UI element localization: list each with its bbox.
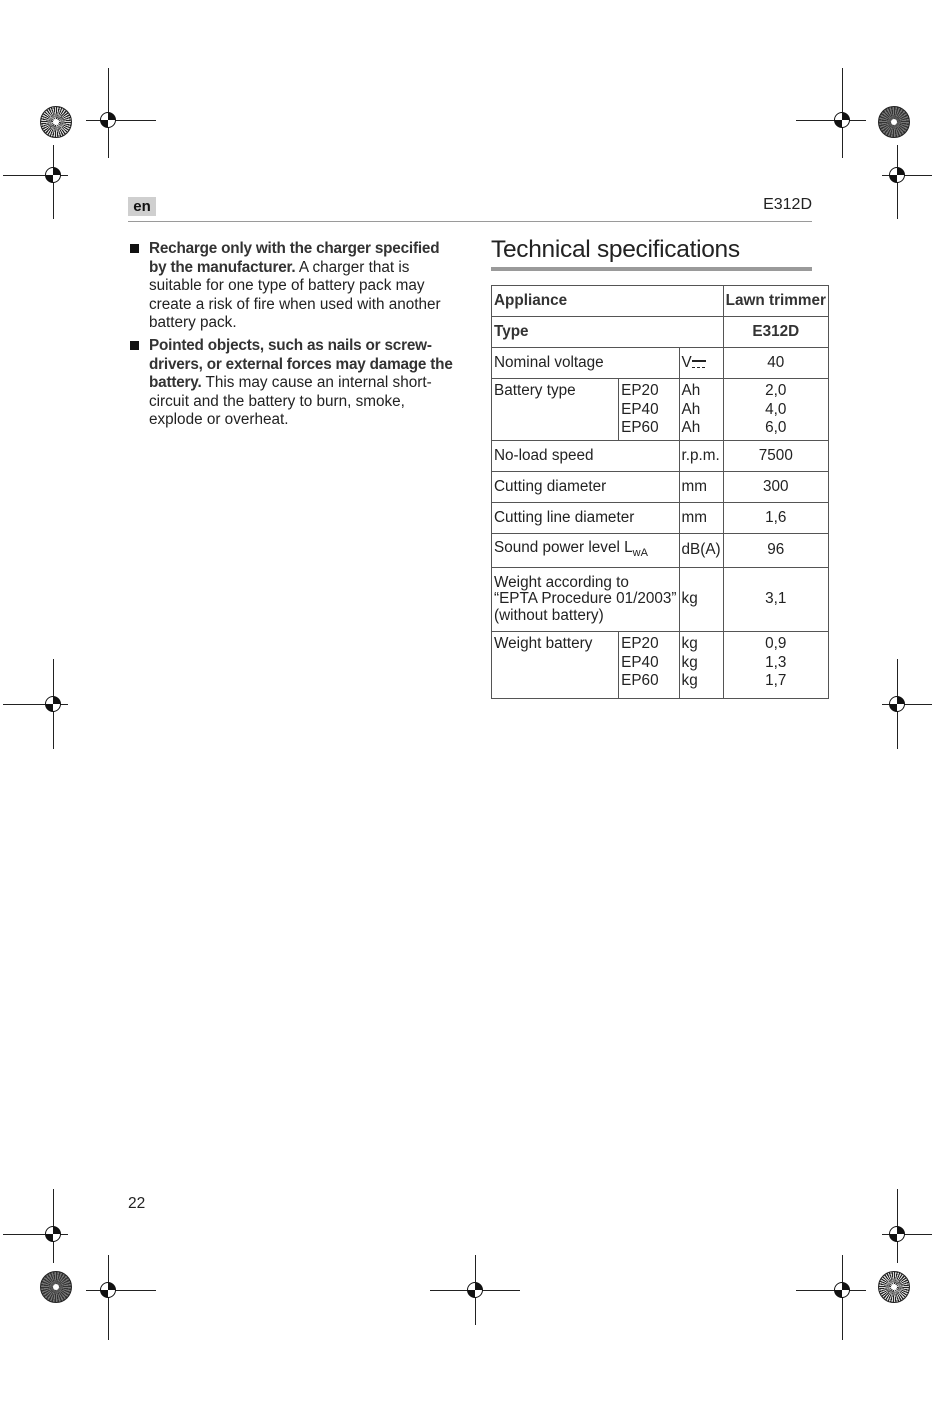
bullet-bold-text: Pointed objects, such as nails or screw-drivers, or external forces may damage the battery. [149,336,453,392]
table-row [492,317,829,348]
weight-battery-label: Weight battery [492,632,619,699]
cutting-line-diameter-label: Cutting line diameter [492,503,680,534]
appliance-value: Lawn trimmer [723,286,828,317]
safety-bullet [128,337,453,430]
color-target-icon [878,106,910,138]
table-row [492,568,829,632]
sound-power-value: 96 [723,534,828,568]
table-row [492,379,829,441]
table-row [492,503,829,534]
header-rule [128,221,812,222]
sound-power-label: Sound power level $L_{wA}$ [492,534,680,568]
spec-table [491,285,829,699]
battery-type-values: 2,0 4,0 6,0 [723,379,828,441]
nominal-voltage-unit: V [679,348,723,379]
appliance-label: Appliance [492,286,724,317]
table-row [492,348,829,379]
battery-type-units: Ah Ah Ah [679,379,723,441]
no-load-speed-label: No-load speed [492,441,680,472]
table-row [492,534,829,568]
safety-bullet-list [128,240,453,434]
bullet-text: This may cause an internal short-circuit and the battery to burn, smoke, explode or overheat. [149,374,432,429]
section-title: Technical specifications [491,236,740,263]
battery-type-models: EP20 EP40 EP60 [619,379,679,441]
type-value: E312D [723,317,828,348]
square-bullet-icon [130,341,139,350]
cutting-line-diameter-value: 1,6 [723,503,828,534]
dc-symbol-icon [692,360,706,368]
square-bullet-icon [130,244,139,253]
type-label: Type [492,317,724,348]
color-target-icon [40,1271,72,1303]
table-row [492,632,829,699]
cutting-line-diameter-unit: mm [679,503,723,534]
cutting-diameter-value: 300 [723,472,828,503]
table-row [492,472,829,503]
weight-epta-label: Weight according to “EPTA Procedure 01/2003” (without battery) [492,568,680,632]
cutting-diameter-label: Cutting diameter [492,472,680,503]
weight-battery-values: 0,9 1,3 1,7 [723,632,828,699]
sound-power-unit: dB(A) [679,534,723,568]
title-rule [491,267,812,271]
bullet-text: A charger that is suitable for one type of battery pack may create a risk of fire when used with another battery pack. [149,258,441,332]
language-badge: en [128,197,156,216]
table-row [492,441,829,472]
no-load-speed-value: 7500 [723,441,828,472]
cutting-diameter-unit: mm [679,472,723,503]
page-number: 22 [128,1195,146,1212]
safety-bullet [128,240,453,333]
nominal-voltage-value: 40 [723,348,828,379]
bullet-bold-text: Recharge only with the charger specified by the manufacturer. [149,240,440,276]
weight-epta-value: 3,1 [723,568,828,632]
weight-battery-models: EP20 EP40 EP60 [619,632,679,699]
model-code: E312D [763,196,812,213]
color-target-icon [878,1271,910,1303]
nominal-voltage-label: Nominal voltage [492,348,680,379]
weight-epta-unit: kg [679,568,723,632]
color-target-icon [40,106,72,138]
no-load-speed-unit: r.p.m. [679,441,723,472]
battery-type-label: Battery type [492,379,619,441]
weight-battery-units: kg kg kg [679,632,723,699]
table-row [492,286,829,317]
